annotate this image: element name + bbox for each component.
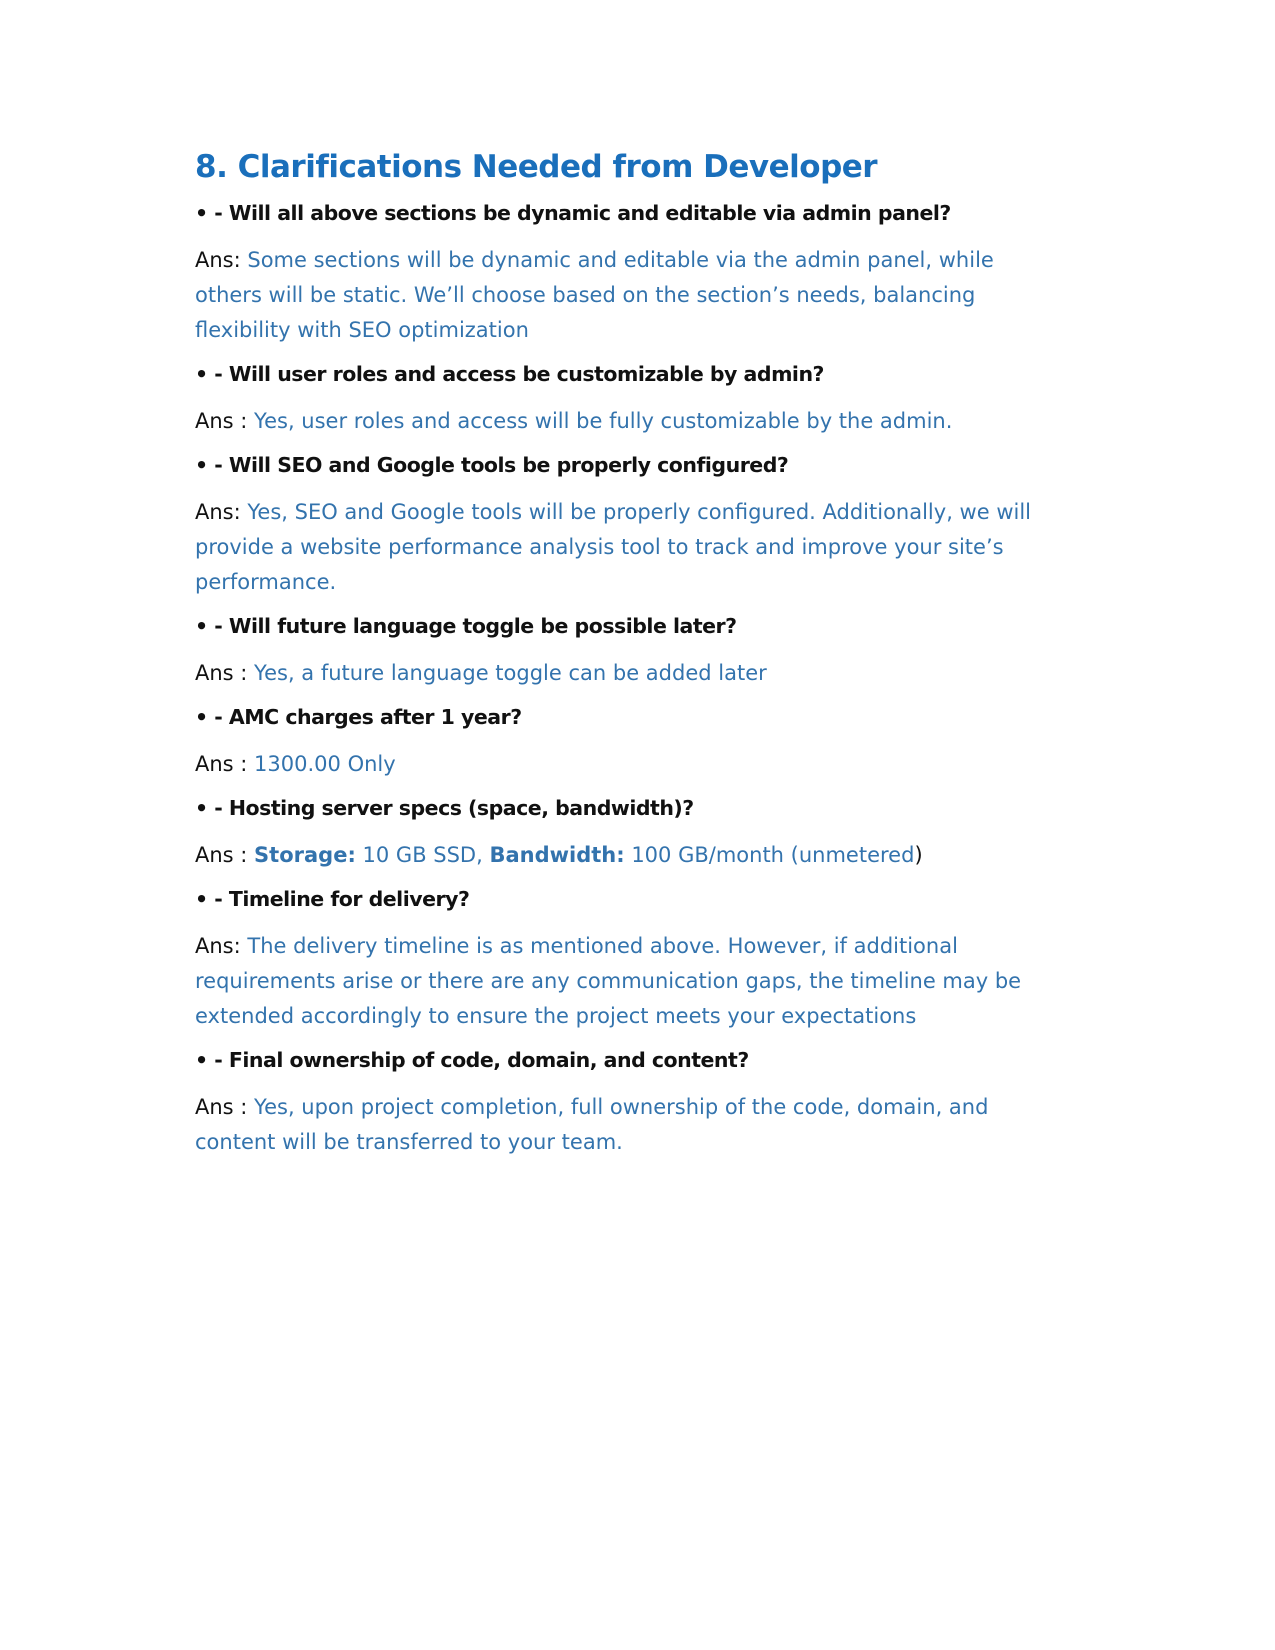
answer-prefix: Ans :	[195, 843, 255, 867]
answer-text	[195, 929, 1055, 1034]
answer-body: 1300.00 Only	[254, 752, 396, 776]
storage-value: 10 GB SSD,	[355, 843, 490, 867]
answer-body: The delivery timeline is as mentioned above. However, if additional requirements arise or there are any communication gaps, the timeline may be extended accordingly to ensure the project meets your expectations	[195, 934, 1022, 1028]
answer-text	[195, 404, 1075, 439]
answer-text	[195, 747, 1075, 782]
answer-body: Some sections will be dynamic and editable via the admin panel, while others will be static. We’ll choose based on the section’s needs, balancing flexibility with SEO optimization	[195, 248, 994, 342]
closing-paren: )	[914, 843, 923, 867]
qa-item	[195, 703, 1075, 782]
qa-item	[195, 1046, 1075, 1160]
answer-prefix: Ans:	[195, 500, 248, 524]
answer-body: Yes, upon project completion, full ownership of the code, domain, and content will be transferred to your team.	[195, 1095, 989, 1154]
answer-body: Yes, SEO and Google tools will be properly configured. Additionally, we will provide a website performance analysis tool to track and improve your site’s performance.	[195, 500, 1031, 594]
bandwidth-value: 100 GB/month (unmetered	[624, 843, 915, 867]
answer-text	[195, 838, 1075, 873]
answer-prefix: Ans :	[195, 752, 255, 776]
qa-item	[195, 612, 1075, 691]
answer-prefix: Ans:	[195, 248, 248, 272]
answer-prefix: Ans:	[195, 934, 248, 958]
question-text: • - Hosting server specs (space, bandwidth)?	[195, 796, 694, 820]
answer-prefix: Ans :	[195, 1095, 255, 1119]
answer-body: Yes, a future language toggle can be added later	[254, 661, 767, 685]
document-page	[195, 145, 1075, 1160]
qa-item	[195, 794, 1075, 873]
answer-prefix: Ans :	[195, 661, 255, 685]
storage-label: Storage:	[254, 843, 356, 867]
bandwidth-label: Bandwidth:	[489, 843, 625, 867]
answer-text	[195, 656, 1075, 691]
question-text: • - Will SEO and Google tools be properly configured?	[195, 453, 789, 477]
question-text: • - Will all above sections be dynamic and editable via admin panel?	[195, 201, 951, 225]
qa-item	[195, 199, 1075, 348]
answer-text	[195, 1090, 995, 1160]
section-title: 8. Clarifications Needed from Developer	[195, 149, 878, 185]
question-text: • - Will future language toggle be possible later?	[195, 614, 737, 638]
qa-item	[195, 451, 1075, 600]
answer-text	[195, 243, 995, 348]
question-text: • - Timeline for delivery?	[195, 887, 470, 911]
qa-item	[195, 885, 1075, 1034]
question-text: • - Will user roles and access be customizable by admin?	[195, 362, 824, 386]
qa-item	[195, 360, 1075, 439]
question-text: • - AMC charges after 1 year?	[195, 705, 522, 729]
answer-text	[195, 495, 1045, 600]
answer-body: Yes, user roles and access will be fully customizable by the admin.	[254, 409, 953, 433]
question-text: • - Final ownership of code, domain, and content?	[195, 1048, 749, 1072]
answer-prefix: Ans :	[195, 409, 255, 433]
